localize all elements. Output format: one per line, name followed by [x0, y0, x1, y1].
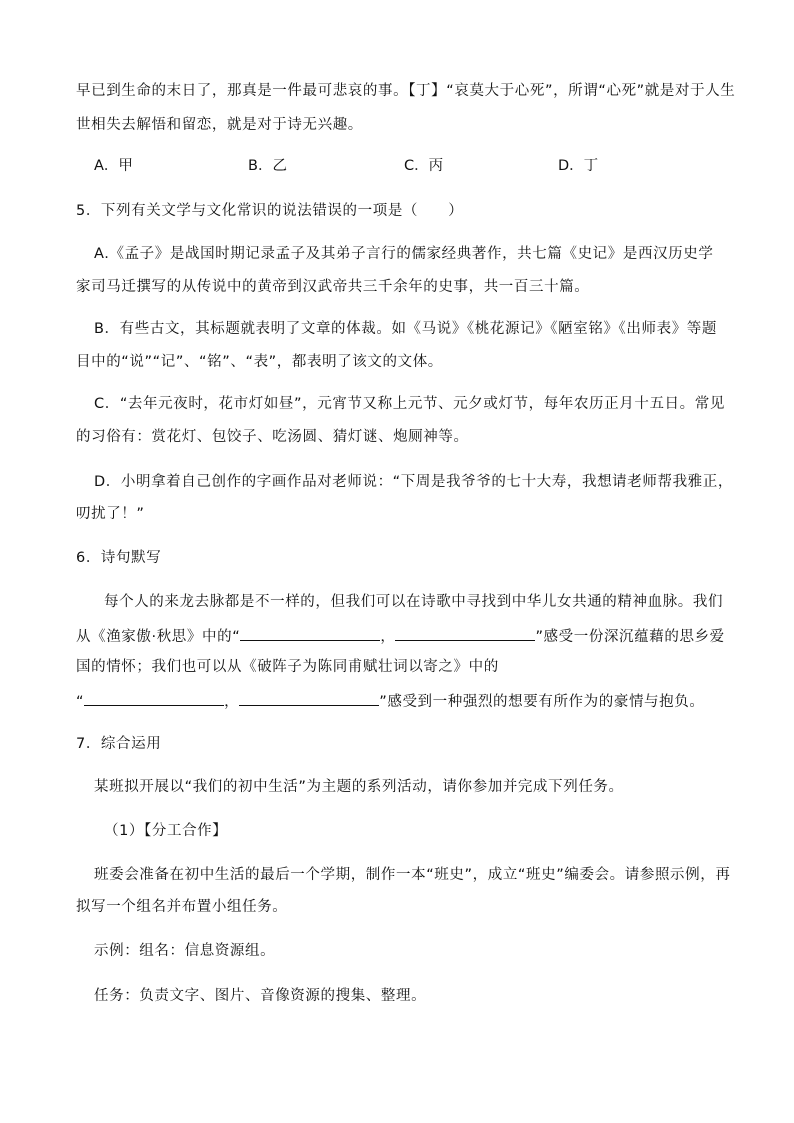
q5-option-b-line-2: 目中的“说”“记”、“铭”、“表”，都表明了该文的文体。 [76, 354, 443, 370]
q7-intro: 某班拟开展以“我们的初中生活”为主题的系列活动，请你参加并完成下列任务。 [94, 779, 624, 795]
q7-subtask-1-line-2: 拟写一个组名并布置小组任务。 [76, 899, 288, 915]
q5-option-a-line-2: 家司马迁撰写的从传说中的黄帝到汉武帝共三千余年的史事，共一百三十篇。 [76, 279, 590, 295]
q6-text-line-1: 每个人的来龙去脉都是不一样的，但我们可以在诗歌中寻找到中华儿女共通的精神血脉。我们 [104, 594, 724, 610]
q4-choice-d: D．丁 [558, 158, 599, 174]
poem-blank-3[interactable] [84, 692, 224, 706]
q6-line-4-prefix: “ [76, 694, 85, 710]
q4-choices [0, 159, 794, 177]
q6-title: 6．诗句默写 [76, 550, 162, 566]
q4-choice-c: C．丙 [404, 158, 444, 174]
q7-subtask-1-line-1: 班委会准备在初中生活的最后一个学期，制作一本“班史”，成立“班史”编委会。请参照示例，再 [94, 867, 731, 883]
q6-text-line-3: 国的情怀；我们也可以从《破阵子为陈同甫赋壮词以寄之》中的 [76, 659, 499, 675]
q5-option-d-line-1: D．小明拿着自己创作的字画作品对老师说：“下周是我爷爷的七十大寿，我想请老师帮我雅正， [94, 474, 733, 490]
q7-example: 示例：组名：信息资源组。 [94, 943, 276, 959]
q7-title: 7．综合运用 [76, 736, 162, 752]
poem-blank-1[interactable] [240, 627, 380, 641]
q6-text-line-4 [76, 692, 704, 710]
q6-line-4-comma: ， [224, 694, 240, 710]
poem-blank-2[interactable] [395, 627, 535, 641]
q5-option-d-line-2: 叨扰了！” [76, 506, 145, 522]
poem-blank-4[interactable] [239, 692, 379, 706]
q6-line-4-suffix: ”感受到一种强烈的想要有所作为的豪情与抱负。 [379, 694, 705, 710]
q7-task: 任务：负责文字、图片、音像资源的搜集、整理。 [94, 988, 427, 1004]
q7-subtask-1-title: （1）【分工合作】 [104, 823, 228, 839]
q5-option-c-line-2: 的习俗有：赏花灯、包饺子、吃汤圆、猜灯谜、炮厕神等。 [76, 429, 469, 445]
q4-text-line-2: 世相失去解悟和留恋，就是对于诗无兴趣。 [76, 117, 363, 133]
q5-option-c-line-1: C．“去年元夜时，花市灯如昼”，元宵节又称上元节、元夕或灯节，每年农历正月十五日。常见 [94, 396, 725, 412]
q6-line-2-suffix: ”感受一份深沉蕴藉的思乡爱 [535, 629, 725, 645]
q6-text-line-2 [76, 627, 725, 645]
q4-choice-a: A．甲 [94, 158, 133, 174]
q6-line-2-prefix: 从《渔家傲·秋思》中的“ [76, 629, 241, 645]
q5-stem: 5．下列有关文学与文化常识的说法错误的一项是（ ） [76, 203, 464, 219]
q5-option-b-line-1: B．有些古文，其标题就表明了文章的体裁。如《马说》《桃花源记》《陋室铭》《出师表》等题 [94, 321, 717, 337]
q6-line-2-comma: ， [380, 629, 396, 645]
q4-text-line-1: 早已到生命的末日了，那真是一件最可悲哀的事。【丁】“哀莫大于心死”，所谓“心死”就是对于人生 [76, 83, 736, 99]
q4-choice-b: B．乙 [248, 158, 287, 174]
q5-option-a-line-1: A.《孟子》是战国时期记录孟子及其弟子言行的儒家经典著作，共七篇《史记》是西汉历史学 [94, 246, 714, 262]
